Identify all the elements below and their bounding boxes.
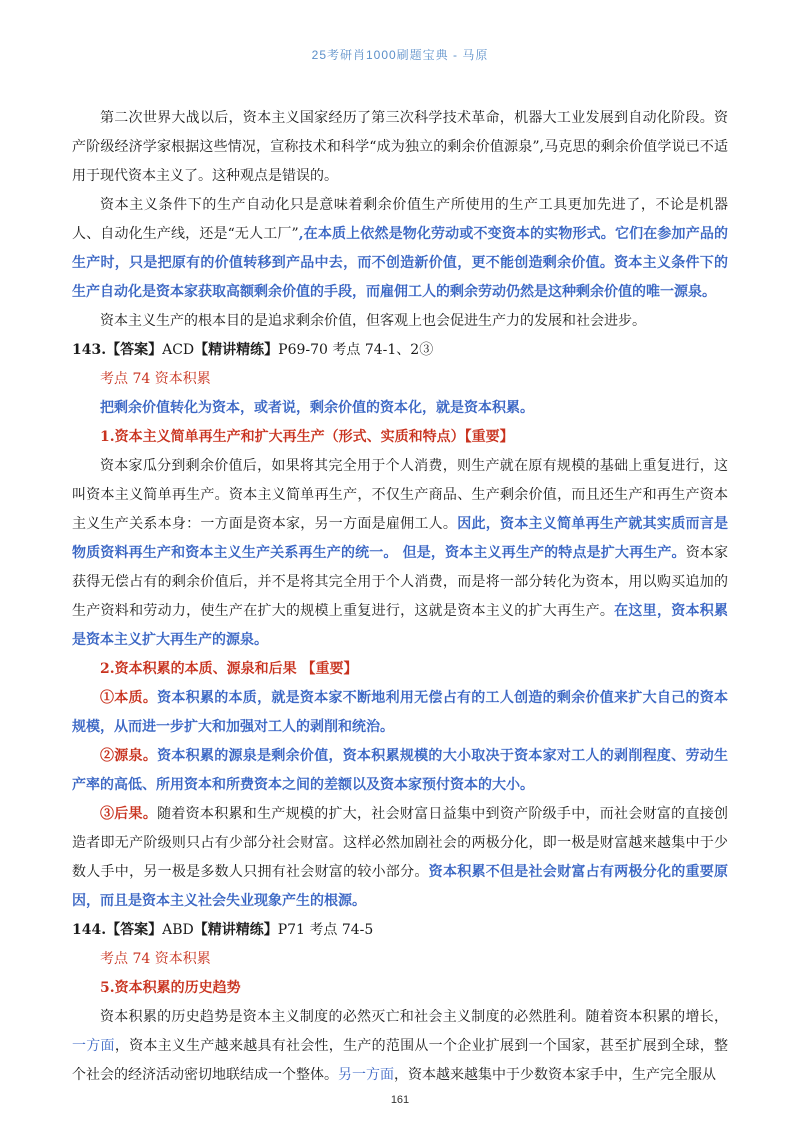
consequence-text: 随着资本积累和生产规模的扩大，社会财富日益集中到资产阶级手中，而社会财富的直接创造者即无产阶级则只占有少部分社会财富。这样必然加剧社会的两极分化，即一极是财富越来越集中于少数人手中，另一极是多数人只拥有社会财富的较小部分。 xyxy=(72,806,729,880)
paragraph-ww2: 第二次世界大战以后，资本主义国家经历了第三次科学技术革命，机器大工业发展到自动化阶段。资产阶级经济学家根据这些情况，宣称技术和科学“成为独立的剩余价值源泉”,马克思的剩余价值学说已不适用于现代资本主义了。这种观点是错误的。 xyxy=(72,110,728,184)
topic-heading-144: 考点 74 资本积累 xyxy=(100,951,211,967)
page-header: 25考研肖1000刷题宝典 - 马原 xyxy=(311,48,489,62)
source-text: 资本积累的源泉是剩余价值，资本积累规模的大小取决于资本家对工人的剥削程度、劳动生产率的高低、所用资本和所费资本之间的差额以及资本家预付资本的大小。 xyxy=(72,748,729,793)
essence-text: 资本积累的本质，就是资本家不断地利用无偿占有的工人创造的剩余价值来扩大自己的资本规模，从而进一步扩大和加强对工人的剥削和统治。 xyxy=(72,690,729,735)
paragraph-purpose: 资本主义生产的根本目的是追求剩余价值，但客观上也会促进生产力的发展和社会进步。 xyxy=(100,313,646,329)
reproduction-text-2: 资本家获得无偿占有的剩余价值后，并不是将其完全用于个人消费，而是将一部分转化为资本，用以购买追加的生产资料和劳动力，使生产在扩大的规模上重复进行，这就是资本主义的扩大再生产。 xyxy=(72,545,728,619)
reference: P71 考点 74-5 xyxy=(277,922,374,938)
question-number: 143. xyxy=(72,342,107,358)
trend-text-1: 资本积累的历史趋势是资本主义制度的必然灭亡和社会主义制度的必然胜利。随着资本积累的增长， xyxy=(100,1009,728,1025)
document-body xyxy=(72,104,728,1090)
lecture-tag: 【精讲精练】 xyxy=(193,922,278,938)
consequence-highlight: 资本积累不但是社会财富占有两极分化的重要原因，而且是资本主义社会失业现象产生的根源。 xyxy=(72,864,729,909)
automation-highlight: ,在本质上依然是物化劳动或不变资本的实物形式。它们在参加产品的生产时，只是把原有的价值转移到产品中去，而不创造新价值，更不能创造剩余价值。资本主义条件下的生产自动化是资本家获取高额剩余价值的手段，而雇佣工人的剩余劳动仍然是这种剩余价值的唯一源泉。 xyxy=(72,226,728,300)
answer-tag: 【答案】 xyxy=(106,342,163,358)
answer-line-144 xyxy=(72,916,728,945)
paragraph-reproduction xyxy=(72,452,728,655)
source-label: ②源泉。 xyxy=(100,748,158,764)
section-heading-2: 2.资本积累的本质、源泉和后果 【重要】 xyxy=(100,661,358,677)
paragraph-historical-trend xyxy=(72,1003,728,1090)
definition: 把剩余价值转化为资本，或者说，剩余价值的资本化，就是资本积累。 xyxy=(100,400,534,416)
paragraph-automation xyxy=(72,191,728,307)
answer-tag: 【答案】 xyxy=(106,922,163,938)
page-number: 161 xyxy=(390,1094,410,1106)
answer-line-143 xyxy=(72,336,728,365)
trend-text-2: ，资本主义生产越来越具有社会性，生产的范围从一个企业扩展到一个国家，甚至扩展到全球，整个社会的经济活动密切地联结成一个整体。 xyxy=(72,1038,729,1083)
reference: P69-70 考点 74-1、2③ xyxy=(278,342,434,358)
lecture-tag: 【精讲精练】 xyxy=(194,342,279,358)
question-number: 144. xyxy=(72,922,107,938)
answer-value: ABD xyxy=(162,922,194,938)
reproduction-highlight-1: 因此，资本主义简单再生产就其实质而言是物质资料再生产和资本主义生产关系再生产的统一。 但是，资本主义再生产的特点是扩大再生产。 xyxy=(72,516,729,561)
paragraph-source xyxy=(72,742,728,800)
consequence-label: ③后果。 xyxy=(100,806,158,822)
paragraph-essence xyxy=(72,684,728,742)
trend-highlight-2: 另一方面 xyxy=(338,1067,394,1083)
essence-label: ①本质。 xyxy=(100,690,158,706)
automation-text: 资本主义条件下的生产自动化只是意味着剩余价值生产所使用的生产工具更加先进了，不论是机器人、自动化生产线，还是“无人工厂” xyxy=(72,197,728,242)
trend-highlight-1: 一方面 xyxy=(72,1038,115,1054)
paragraph-consequence xyxy=(72,800,728,916)
reproduction-text: 资本家瓜分到剩余价值后，如果将其完全用于个人消费，则生产就在原有规模的基础上重复进行，这叫资本主义简单再生产。资本主义简单再生产，不仅生产商品、生产剩余价值，而且还生产和再生产资本主义生产关系本身：一方面是资本家，另一方面是雇佣工人。 xyxy=(72,458,728,532)
section-heading-5: 5.资本积累的历史趋势 xyxy=(100,980,241,996)
section-heading-1: 1.资本主义简单再生产和扩大再生产（形式、实质和特点）【重要】 xyxy=(100,429,514,445)
topic-heading: 考点 74 资本积累 xyxy=(100,371,211,387)
reproduction-highlight-2: 在这里，资本积累是资本主义扩大再生产的源泉。 xyxy=(72,603,729,648)
trend-text-3: ，资本越来越集中于少数资本家手中，生产完全服从 xyxy=(394,1067,716,1083)
answer-value: ACD xyxy=(162,342,195,358)
